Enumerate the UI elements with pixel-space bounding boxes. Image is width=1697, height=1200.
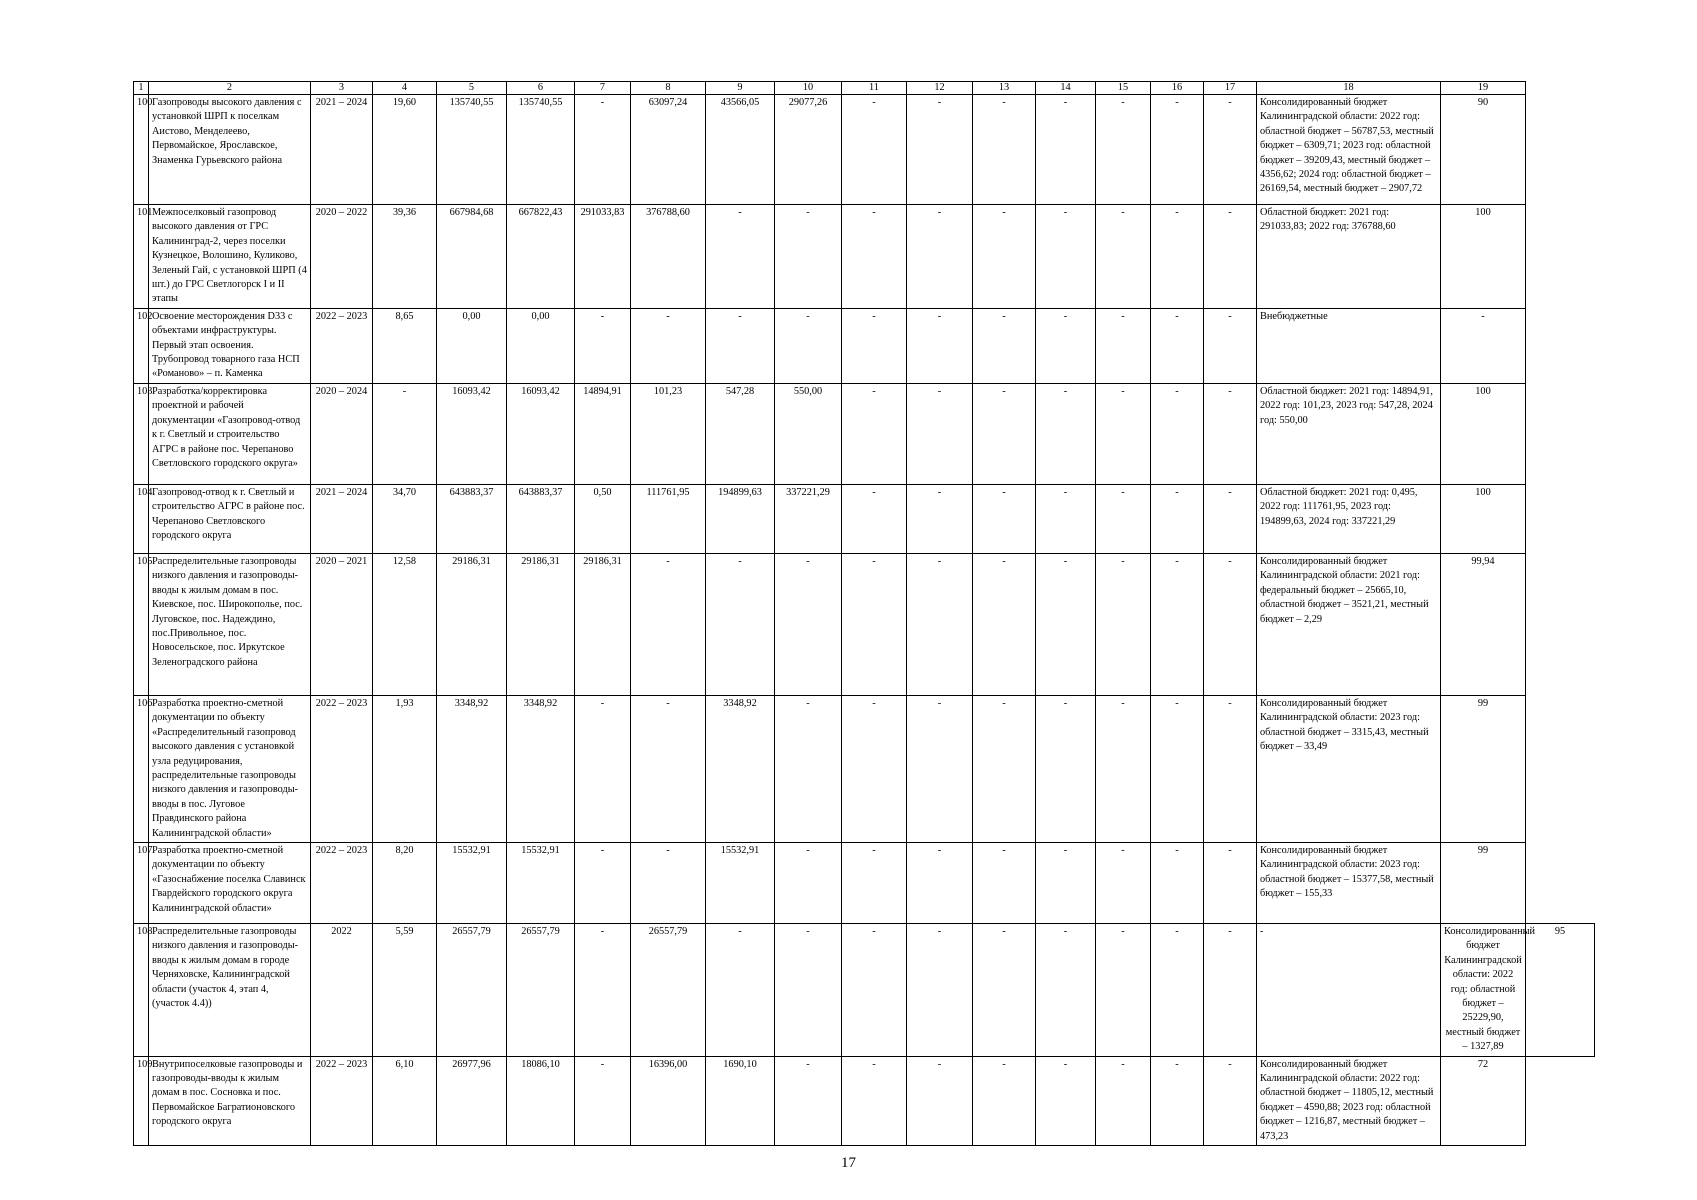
cell-readiness: 100 <box>1441 383 1526 484</box>
cell-year-2021: - <box>575 1056 631 1145</box>
cell-row-number: 103 <box>134 383 149 484</box>
cell-col-15: - <box>1096 923 1151 1056</box>
cell-col-16: - <box>1151 383 1204 484</box>
cell-col-16: - <box>1151 1056 1204 1145</box>
cell-col-14: - <box>1036 308 1096 383</box>
cell-col-13: - <box>973 842 1036 923</box>
cell-total-cost: 667984,68 <box>437 205 507 309</box>
cell-col-15: - <box>1096 695 1151 842</box>
cell-year-2022: - <box>631 308 706 383</box>
cell-col-16: - <box>1151 95 1204 205</box>
cell-total-cost: 26977,96 <box>437 1056 507 1145</box>
cell-funding-total: 29186,31 <box>507 553 575 695</box>
cell-year-2024: 29077,26 <box>775 95 842 205</box>
cell-funding-total: 26557,79 <box>507 923 575 1056</box>
cell-row-number: 101 <box>134 205 149 309</box>
cell-object-name: Межпоселковый газопровод высокого давления от ГРС Калининград-2, через поселки Кузнецкое, Волошино, Куликово, Зеленый Гай, с установкой ШРП (4 шт.) до ГРС Светлогорск I и II этапы <box>149 205 311 309</box>
cell-col-14: - <box>1036 842 1096 923</box>
cell-year-2024: - <box>775 695 842 842</box>
cell-col-13: - <box>973 205 1036 309</box>
cell-row-number: 100 <box>134 95 149 205</box>
cell-length: 19,60 <box>373 95 437 205</box>
column-header: 13 <box>973 82 1036 95</box>
cell-col-17: - <box>1204 1056 1257 1145</box>
column-header: 14 <box>1036 82 1096 95</box>
cell-year-2024: 550,00 <box>775 383 842 484</box>
column-header: 6 <box>507 82 575 95</box>
column-header: 9 <box>706 82 775 95</box>
cell-row-number: 104 <box>134 484 149 553</box>
cell-object-name: Газопровод-отвод к г. Светлый и строительство АГРС в районе пос. Черепаново Светловского городского округа <box>149 484 311 553</box>
cell-year-2022: 16396,00 <box>631 1056 706 1145</box>
cell-col-13: - <box>973 923 1036 1056</box>
cell-readiness: 90 <box>1441 95 1526 205</box>
cell-year-2021: 291033,83 <box>575 205 631 309</box>
cell-col-15: - <box>1096 205 1151 309</box>
cell-col-15: - <box>1096 553 1151 695</box>
cell-row-number: 107 <box>134 842 149 923</box>
column-header: 7 <box>575 82 631 95</box>
cell-year-2022: 101,23 <box>631 383 706 484</box>
cell-col-13: - <box>973 95 1036 205</box>
column-header: 19 <box>1441 82 1526 95</box>
cell-col-15: - <box>1096 383 1151 484</box>
table-row <box>134 842 1595 923</box>
cell-total-cost: 16093,42 <box>437 383 507 484</box>
cell-period: 2022 <box>311 923 373 1056</box>
cell-year-2024: - <box>775 553 842 695</box>
cell-col-16: - <box>1151 308 1204 383</box>
cell-funding-total: 18086,10 <box>507 1056 575 1145</box>
cell-year-2023: - <box>706 205 775 309</box>
cell-total-cost: 26557,79 <box>437 923 507 1056</box>
cell-col-11: - <box>842 484 907 553</box>
cell-funding-source: Областной бюджет: 2021 год: 291033,83; 2022 год: 376788,60 <box>1257 205 1441 309</box>
cell-object-name: Разработка проектно-сметной документации по объекту «Газоснабжение поселка Славинск Гвардейского городского округа Калининградской области» <box>149 842 311 923</box>
cell-col-15: - <box>1096 1056 1151 1145</box>
cell-funding-total: 667822,43 <box>507 205 575 309</box>
table-row <box>134 484 1595 553</box>
cell-total-cost: 135740,55 <box>437 95 507 205</box>
column-header: 15 <box>1096 82 1151 95</box>
cell-period: 2022 – 2023 <box>311 842 373 923</box>
cell-year-2024: 337221,29 <box>775 484 842 553</box>
cell-object-name: Разработка/корректировка проектной и рабочей документации «Газопровод-отвод к г. Светлый и строительство АГРС в районе пос. Черепаново Светловского городского округа» <box>149 383 311 484</box>
table-row <box>134 695 1595 842</box>
table-row <box>134 923 1595 1056</box>
cell-year-2022: - <box>631 695 706 842</box>
cell-col-13: - <box>973 1056 1036 1145</box>
cell-object-name: Разработка проектно-сметной документации по объекту «Распределительный газопровод высокого давления с установкой узла редуцирования, распределительные газопроводы низкого давления и газопроводы-вводы в пос. Луговое Правдинского района Калининградской области» <box>149 695 311 842</box>
cell-col-13: - <box>973 553 1036 695</box>
cell-col-14: - <box>1036 205 1096 309</box>
cell-total-cost: 15532,91 <box>437 842 507 923</box>
cell-col-16: - <box>1151 205 1204 309</box>
column-header: 17 <box>1204 82 1257 95</box>
column-header: 8 <box>631 82 706 95</box>
cell-year-2021: - <box>575 842 631 923</box>
cell-col-12: - <box>907 695 973 842</box>
budget-table <box>133 81 1595 1146</box>
cell-length: 39,36 <box>373 205 437 309</box>
cell-col-11: - <box>842 553 907 695</box>
cell-col-12: - <box>907 205 973 309</box>
cell-funding-source: - <box>1257 923 1441 1056</box>
cell-col-16: - <box>1151 842 1204 923</box>
column-header: 5 <box>437 82 507 95</box>
cell-funding-source: Консолидированный бюджет Калининградской области: 2023 год: областной бюджет – 3315,43, местный бюджет – 33,49 <box>1257 695 1441 842</box>
cell-col-13: - <box>973 695 1036 842</box>
cell-readiness: 99 <box>1441 842 1526 923</box>
cell-col-15: - <box>1096 308 1151 383</box>
cell-year-2021: - <box>575 95 631 205</box>
cell-col-15: - <box>1096 484 1151 553</box>
cell-length: 1,93 <box>373 695 437 842</box>
table-row <box>134 1056 1595 1145</box>
cell-length: 12,58 <box>373 553 437 695</box>
table-row <box>134 95 1595 205</box>
cell-col-17: - <box>1204 95 1257 205</box>
cell-year-2023: 194899,63 <box>706 484 775 553</box>
cell-total-cost: 29186,31 <box>437 553 507 695</box>
cell-total-cost: 3348,92 <box>437 695 507 842</box>
cell-col-12: - <box>907 842 973 923</box>
cell-readiness: - <box>1441 308 1526 383</box>
cell-col-12: - <box>907 383 973 484</box>
cell-col-17: - <box>1204 695 1257 842</box>
cell-length: 6,10 <box>373 1056 437 1145</box>
cell-col-11: - <box>842 383 907 484</box>
cell-col-12: - <box>907 95 973 205</box>
cell-col-14: - <box>1036 95 1096 205</box>
cell-col-13: - <box>973 383 1036 484</box>
cell-year-2023: - <box>706 553 775 695</box>
cell-col-17: - <box>1204 842 1257 923</box>
cell-period: 2021 – 2024 <box>311 95 373 205</box>
cell-col-14: - <box>1036 383 1096 484</box>
cell-year-2021: - <box>575 695 631 842</box>
cell-year-2023: 547,28 <box>706 383 775 484</box>
cell-col-17: - <box>1204 308 1257 383</box>
cell-readiness: 100 <box>1441 484 1526 553</box>
cell-col-12: - <box>907 308 973 383</box>
cell-year-2024: - <box>775 308 842 383</box>
cell-year-2022: 111761,95 <box>631 484 706 553</box>
cell-period: 2022 – 2023 <box>311 308 373 383</box>
cell-row-number: 106 <box>134 695 149 842</box>
cell-row-number: 109 <box>134 1056 149 1145</box>
cell-year-2024: - <box>775 1056 842 1145</box>
cell-col-17: - <box>1204 923 1257 1056</box>
cell-col-14: - <box>1036 923 1096 1056</box>
cell-year-2023: 15532,91 <box>706 842 775 923</box>
column-header: 18 <box>1257 82 1441 95</box>
cell-year-2023: - <box>706 308 775 383</box>
cell-row-number: 108 <box>134 923 149 1056</box>
cell-funding-total: 643883,37 <box>507 484 575 553</box>
cell-row-number: 102 <box>134 308 149 383</box>
cell-object-name: Распределительные газопроводы низкого давления и газопроводы-вводы к жилым домам в городе Черняховске, Калининградской области (участок 4, этап 4, (участок 4.4)) <box>149 923 311 1056</box>
cell-year-2023: 1690,10 <box>706 1056 775 1145</box>
column-header: 2 <box>149 82 311 95</box>
cell-length: 34,70 <box>373 484 437 553</box>
cell-length: 5,59 <box>373 923 437 1056</box>
cell-year-2022: - <box>631 842 706 923</box>
column-header: 12 <box>907 82 973 95</box>
column-header: 11 <box>842 82 907 95</box>
cell-year-2021: 0,50 <box>575 484 631 553</box>
cell-object-name: Газопроводы высокого давления с установкой ШРП к поселкам Аистово, Менделеево, Первомайское, Ярославское, Знаменка Гурьевского района <box>149 95 311 205</box>
cell-col-11: - <box>842 1056 907 1145</box>
table-row <box>134 308 1595 383</box>
cell-col-12: - <box>907 553 973 695</box>
table-body <box>134 95 1595 1146</box>
cell-col-15: - <box>1096 95 1151 205</box>
cell-col-11: - <box>842 308 907 383</box>
cell-col-17: - <box>1204 205 1257 309</box>
cell-funding-total: 0,00 <box>507 308 575 383</box>
cell-period: 2021 – 2024 <box>311 484 373 553</box>
cell-year-2021: 29186,31 <box>575 553 631 695</box>
cell-col-14: - <box>1036 553 1096 695</box>
cell-length: - <box>373 383 437 484</box>
cell-object-name: Освоение месторождения D33 с объектами инфраструктуры. Первый этап освоения. Трубопровод товарного газа НСП «Романово» – п. Каменка <box>149 308 311 383</box>
cell-readiness: 99 <box>1441 695 1526 842</box>
cell-year-2021: - <box>575 923 631 1056</box>
cell-period: 2022 – 2023 <box>311 695 373 842</box>
cell-funding-total: 135740,55 <box>507 95 575 205</box>
cell-col-12: - <box>907 923 973 1056</box>
column-header: 4 <box>373 82 437 95</box>
cell-col-11: - <box>842 923 907 1056</box>
cell-col-14: - <box>1036 484 1096 553</box>
table-row <box>134 205 1595 309</box>
cell-year-2024: - <box>775 205 842 309</box>
cell-year-2024: - <box>775 923 842 1056</box>
cell-funding-source: Консолидированный бюджет Калининградской области: 2021 год: федеральный бюджет – 25665,10, областной бюджет – 3521,21, местный бюджет – 2,29 <box>1257 553 1441 695</box>
table-row <box>134 383 1595 484</box>
cell-length: 8,65 <box>373 308 437 383</box>
cell-col-16: - <box>1151 695 1204 842</box>
cell-col-16: - <box>1151 923 1204 1056</box>
cell-col-12: - <box>907 1056 973 1145</box>
cell-readiness: 100 <box>1441 205 1526 309</box>
cell-year-2022: 376788,60 <box>631 205 706 309</box>
cell-col-11: - <box>842 205 907 309</box>
cell-readiness: Консолидированный бюджет Калининградской области: 2022 год: областной бюджет – 25229,90, местный бюджет – 1327,89 <box>1441 923 1526 1056</box>
cell-col-13: - <box>973 484 1036 553</box>
cell-total-cost: 0,00 <box>437 308 507 383</box>
column-header: 16 <box>1151 82 1204 95</box>
cell-funding-source: Внебюджетные <box>1257 308 1441 383</box>
cell-readiness: 72 <box>1441 1056 1526 1145</box>
cell-funding-total: 16093,42 <box>507 383 575 484</box>
cell-period: 2020 – 2024 <box>311 383 373 484</box>
cell-length: 8,20 <box>373 842 437 923</box>
cell-undefined: 95 <box>1526 923 1595 1056</box>
cell-col-11: - <box>842 95 907 205</box>
cell-total-cost: 643883,37 <box>437 484 507 553</box>
cell-funding-source: Областной бюджет: 2021 год: 0,495, 2022 год: 111761,95, 2023 год: 194899,63, 2024 год: 337221,29 <box>1257 484 1441 553</box>
cell-year-2023: 3348,92 <box>706 695 775 842</box>
cell-year-2022: 63097,24 <box>631 95 706 205</box>
column-header: 10 <box>775 82 842 95</box>
cell-funding-source: Консолидированный бюджет Калининградской области: 2023 год: областной бюджет – 15377,58, местный бюджет – 155,33 <box>1257 842 1441 923</box>
cell-funding-source: Областной бюджет: 2021 год: 14894,91, 2022 год: 101,23, 2023 год: 547,28, 2024 год: 550,00 <box>1257 383 1441 484</box>
cell-col-16: - <box>1151 484 1204 553</box>
cell-col-14: - <box>1036 695 1096 842</box>
cell-col-11: - <box>842 842 907 923</box>
cell-col-17: - <box>1204 484 1257 553</box>
cell-year-2023: 43566,05 <box>706 95 775 205</box>
cell-col-15: - <box>1096 842 1151 923</box>
cell-year-2021: 14894,91 <box>575 383 631 484</box>
table-row <box>134 553 1595 695</box>
cell-funding-source: Консолидированный бюджет Калининградской области: 2022 год: областной бюджет – 11805,12, местный бюджет – 4590,88; 2023 год: областной бюджет – 1216,87, местный бюджет – 473,23 <box>1257 1056 1441 1145</box>
column-header: 1 <box>134 82 149 95</box>
cell-year-2021: - <box>575 308 631 383</box>
cell-funding-source: Консолидированный бюджет Калининградской области: 2022 год: областной бюджет – 56787,53, местный бюджет – 6309,71; 2023 год: областной бюджет – 39209,43, местный бюджет – 4356,62; 2024 год: областной бюджет – 26169,54, местный бюджет – 2907,72 <box>1257 95 1441 205</box>
cell-col-17: - <box>1204 383 1257 484</box>
column-header: 3 <box>311 82 373 95</box>
cell-col-17: - <box>1204 553 1257 695</box>
cell-object-name: Распределительные газопроводы низкого давления и газопроводы-вводы к жилым домам в пос. Киевское, пос. Широкополье, пос. Луговское, пос. Надеждино, пос.Привольное, пос. Новосельское, пос. Иркутское Зеленоградского района <box>149 553 311 695</box>
cell-col-11: - <box>842 695 907 842</box>
cell-period: 2022 – 2023 <box>311 1056 373 1145</box>
cell-col-12: - <box>907 484 973 553</box>
column-number-header-row <box>134 82 1595 95</box>
page-number: 17 <box>841 1155 856 1171</box>
cell-year-2023: - <box>706 923 775 1056</box>
cell-period: 2020 – 2022 <box>311 205 373 309</box>
cell-col-13: - <box>973 308 1036 383</box>
cell-year-2022: 26557,79 <box>631 923 706 1056</box>
cell-row-number: 105 <box>134 553 149 695</box>
cell-year-2024: - <box>775 842 842 923</box>
cell-funding-total: 15532,91 <box>507 842 575 923</box>
cell-year-2022: - <box>631 553 706 695</box>
cell-col-14: - <box>1036 1056 1096 1145</box>
cell-funding-total: 3348,92 <box>507 695 575 842</box>
cell-col-16: - <box>1151 553 1204 695</box>
cell-period: 2020 – 2021 <box>311 553 373 695</box>
cell-readiness: 99,94 <box>1441 553 1526 695</box>
cell-object-name: Внутрипоселковые газопроводы и газопроводы-вводы к жилым домам в пос. Сосновка и пос. Первомайское Багратионовского городского округа <box>149 1056 311 1145</box>
